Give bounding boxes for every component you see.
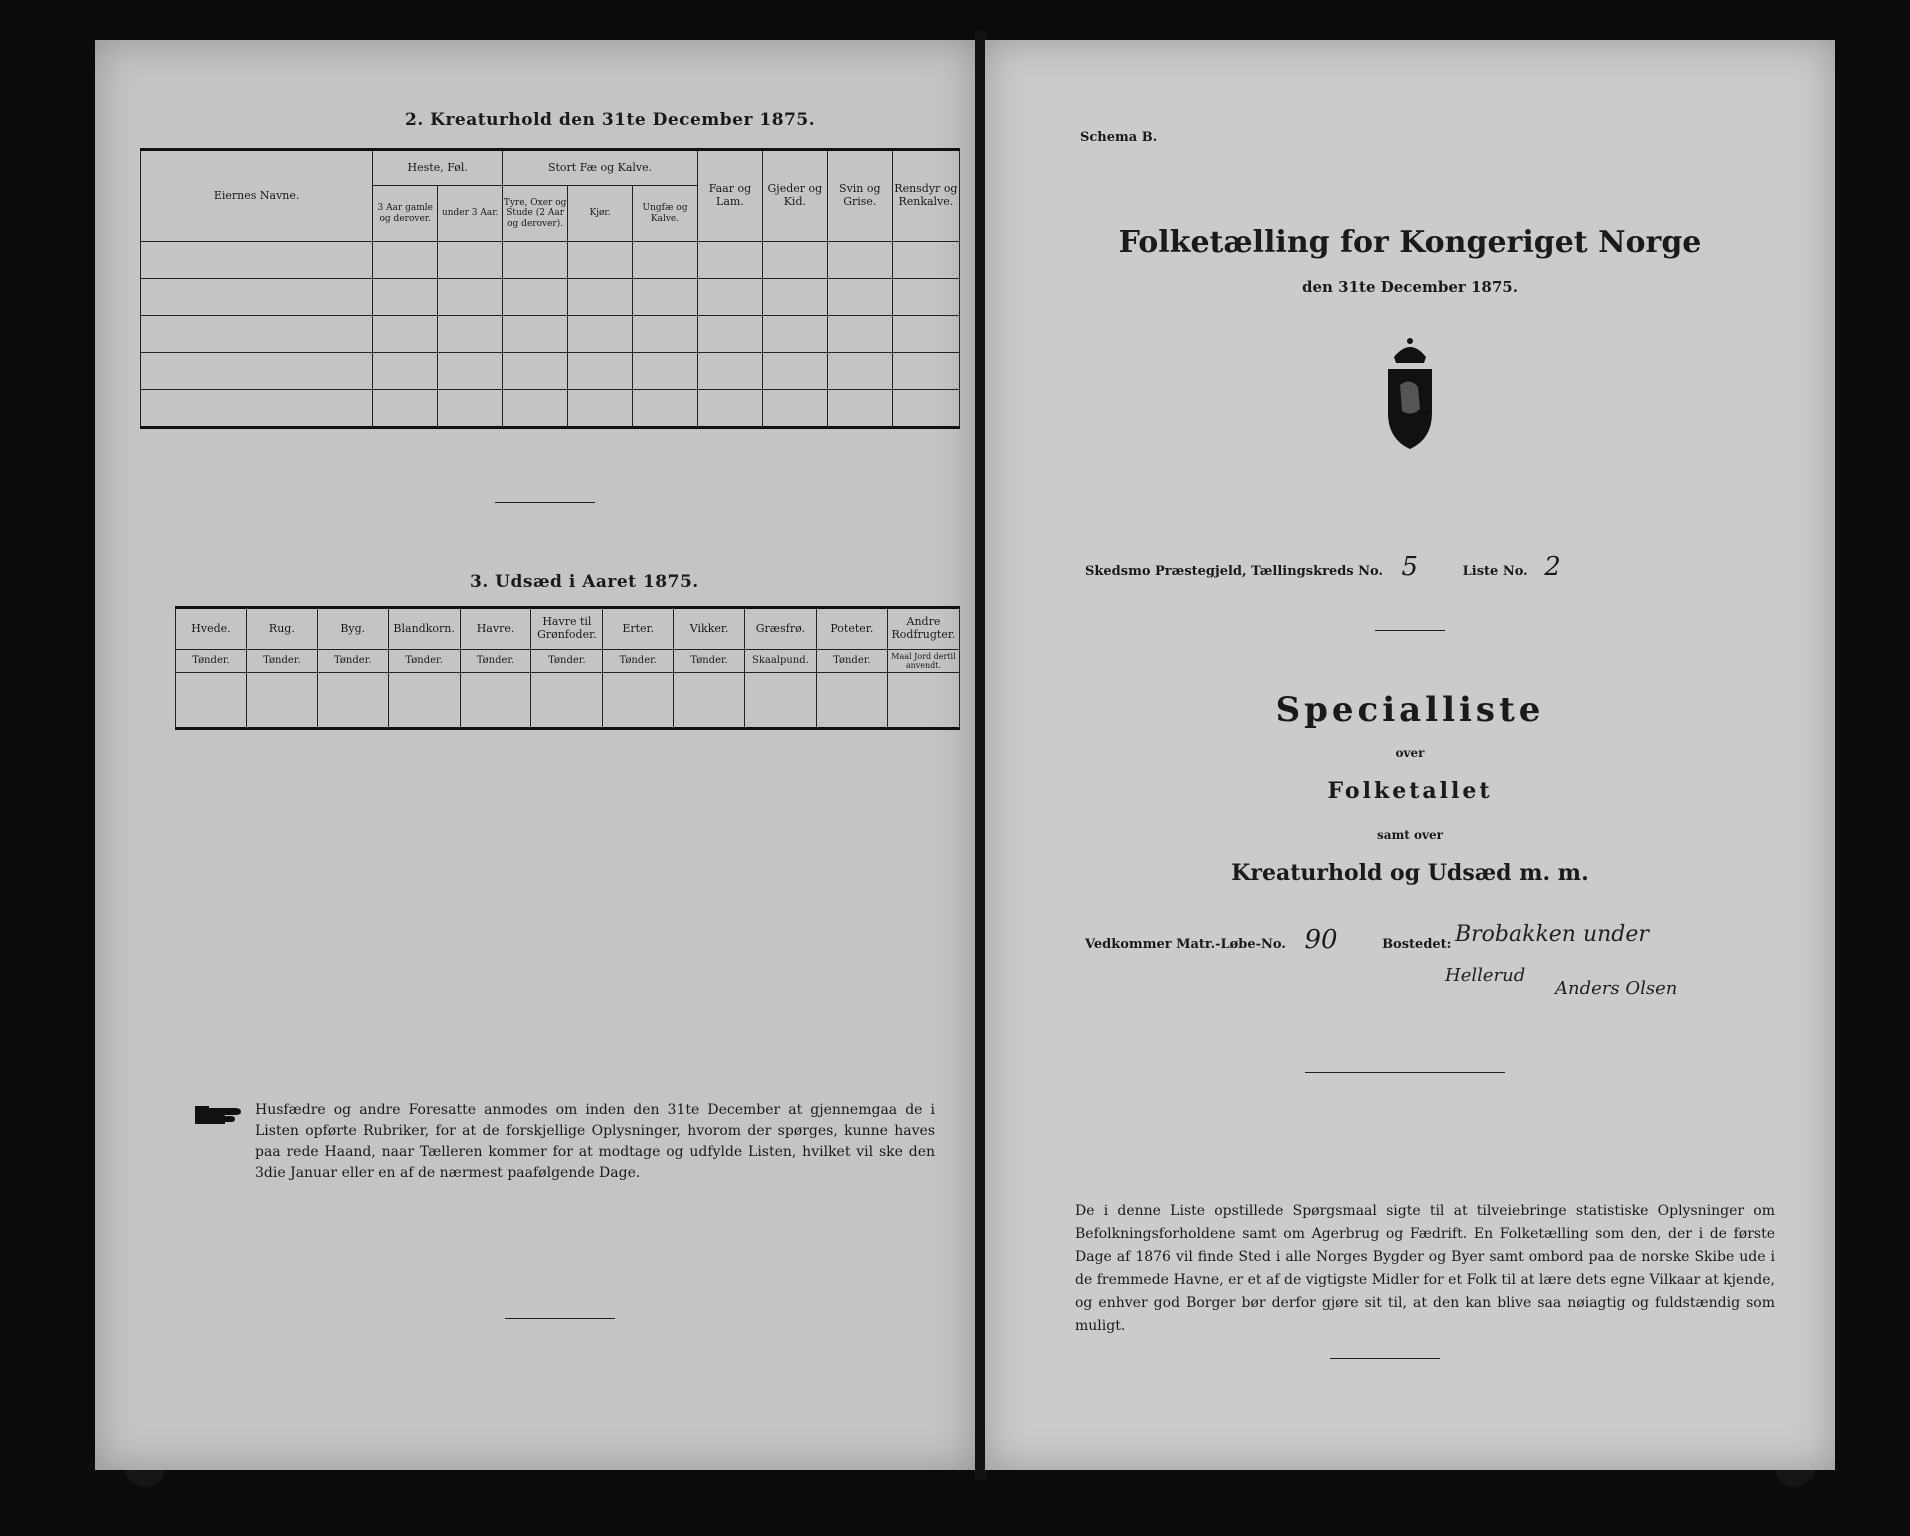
group-horses: Heste, Føl. [373,150,503,186]
seed-cell [887,673,959,729]
col-young-cattle: Ungfæ og Kalve. [633,186,698,242]
seed-col-unit: Skaalpund. [745,650,817,673]
seed-cell [674,673,745,729]
livestock-table [140,148,960,429]
seed-col-header: Andre Rodfrugter. [887,608,959,650]
matr-label: Vedkommer Matr.-Løbe-No. [1085,937,1286,952]
seed-cell [460,673,531,729]
folketallet-title: Folketallet [1327,778,1493,804]
seed-col-unit: Tønder. [176,650,247,673]
district-label: Tællingskreds No. [1251,564,1384,579]
schema-label: Schema B. [1080,130,1158,145]
group-cattle: Stort Fæ og Kalve. [503,150,698,186]
seed-table [175,606,960,730]
table-row [141,242,960,279]
residence-line-3: Anders Olsen [1555,978,1678,999]
livestock-seed-title: Kreaturhold og Udsæd m. m. [1231,860,1589,886]
census-title: Folketælling for Kongeriget Norge [1118,225,1702,260]
table-row [141,279,960,316]
table-row [141,353,960,390]
seed-col-header: Byg. [317,608,388,650]
col-owner-names: Eiernes Navne. [141,150,373,242]
divider [1305,1072,1505,1073]
district-line [1085,552,1561,582]
divider [505,1318,615,1319]
seed-col-header: Vikker. [674,608,745,650]
norway-coat-of-arms-icon [1380,335,1440,455]
seed-col-header: Havre til Grønfoder. [531,608,603,650]
table-row [141,316,960,353]
seed-col-unit: Tønder. [317,650,388,673]
seed-cell [317,673,388,729]
over-label: over [1395,746,1425,760]
col-reindeer: Rensdyr og Renkalve. [892,150,959,242]
table-row [141,390,960,428]
seed-col-unit: Tønder. [388,650,460,673]
seed-col-header: Hvede. [176,608,247,650]
census-date: den 31te December 1875. [1302,278,1518,296]
seed-col-unit: Tønder. [603,650,674,673]
samt-over-label: samt over [1377,828,1443,842]
list-number: 2 [1544,552,1561,582]
seed-col-unit: Tønder. [246,650,317,673]
seed-cell [531,673,603,729]
seed-col-unit: Tønder. [816,650,887,673]
cadastre-line [1085,925,1451,955]
divider [1375,630,1445,631]
list-label: Liste No. [1462,564,1528,579]
seed-col-unit: Tønder. [674,650,745,673]
residence-line-2: Hellerud [1445,965,1526,986]
col-horses-under3: under 3 Aar. [438,186,503,242]
seed-cell [816,673,887,729]
district-number: 5 [1401,552,1419,582]
col-bulls: Tyre, Oxer og Stude (2 Aar og derover). [503,186,568,242]
seed-cell [603,673,674,729]
left-page [95,40,975,1470]
seed-cell [176,673,247,729]
seed-col-unit: Tønder. [460,650,531,673]
seed-col-header: Havre. [460,608,531,650]
col-goats: Gjeder og Kid. [762,150,827,242]
seed-col-header: Rug. [246,608,317,650]
livestock-title: 2. Kreaturhold den 31te December 1875. [405,110,816,130]
census-purpose-paragraph: De i denne Liste opstillede Spørgsmaal sigte til at tilveiebringe statistiske Oplysninger om Befolkningsforholdene samt om Agerbrug og Fædrift. En Folketælling som den, der i de første Dage af 1876 vil finde Sted i alle Norges Bygder og Byer samt ombord paa de norske Skibe ude i de fremmede Havne, er et af de vigtigste Midler for et Folk til at lære dets egne Vilkaar at kjende, og enhver god Borger bør derfor gjøre sit til, at den kan blive saa nøiagtig og fuldstændig som muligt. [1075,1203,1775,1334]
col-sheep: Faar og Lam. [697,150,762,242]
seed-cell [388,673,460,729]
bostedet-label: Bostedet: [1382,937,1452,952]
residence-line-1: Brobakken under [1455,922,1649,947]
seed-cell [246,673,317,729]
col-pigs: Svin og Grise. [827,150,892,242]
seed-col-unit: Tønder. [531,650,603,673]
seed-title: 3. Udsæd i Aaret 1875. [470,572,699,592]
seed-cell [745,673,817,729]
divider [1330,1358,1440,1359]
parish-label: Skedsmo Præstegjeld, [1085,564,1247,579]
divider [495,502,595,503]
right-page [985,40,1835,1470]
seed-col-header: Erter. [603,608,674,650]
pointing-hand-icon [195,1102,247,1128]
seed-col-unit: Maal Jord dertil anvendt. [887,650,959,673]
seed-col-header: Poteter. [816,608,887,650]
household-notice: Husfædre og andre Foresatte anmodes om inden den 31te December at gjennemgaa de i Listen opførte Rubriker, for at de forskjellige Oplysninger, hvorom der spørges, kunne haves paa rede Haand, naar Tælleren kommer for at modtage og udfylde Listen, hvilket vil ske den 3die Januar eller en af de nærmest paafølgende Dage. [255,1102,935,1181]
col-horses-3plus: 3 Aar gamle og derover. [373,186,438,242]
seed-col-header: Blandkorn. [388,608,460,650]
special-list-title: Specialliste [1275,690,1545,730]
seed-col-header: Græsfrø. [745,608,817,650]
matr-number: 90 [1304,925,1338,955]
col-cows: Kjør. [568,186,633,242]
